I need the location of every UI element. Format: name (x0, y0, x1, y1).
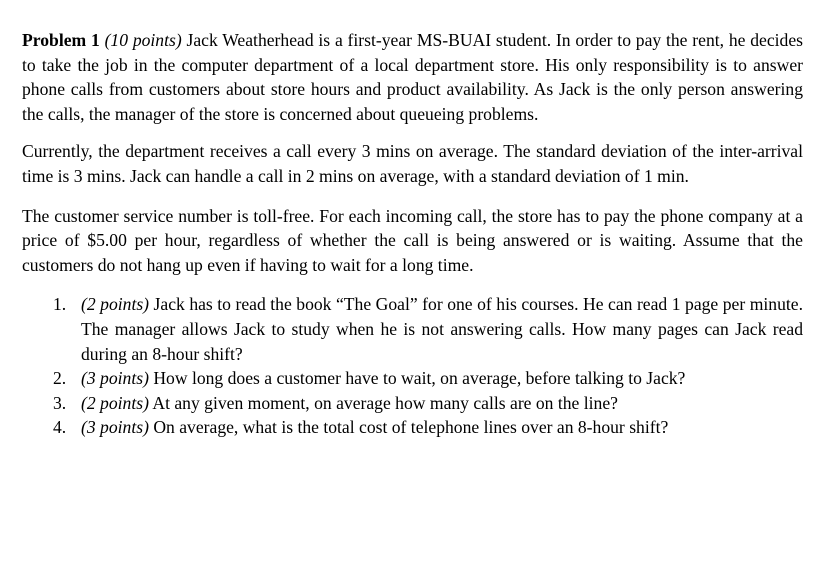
question-points: (3 points) (81, 368, 149, 389)
arrival-service-paragraph: Currently, the department receives a call every 3 mins on average. The standard deviation of the inter-arrival time is 3 mins. Jack can handle a call in 2 mins on average, with a standard deviation of 1 min. (22, 141, 803, 186)
problem-intro-text: Jack Weatherhead is a first-year MS-BUAI student. In order to pay the rent, he decides to take the job in the computer department of a local department store. His only responsibility is to answer phone calls from customers about store hours and product availability. As Jack is the only person answering the calls, the manager of the store is concerned about queueing problems. (22, 30, 803, 124)
question-text: At any given moment, on average how many calls are on the line? (148, 392, 618, 413)
question-text: On average, what is the total cost of telephone lines over an 8-hour shift? (148, 417, 669, 438)
question-item (22, 391, 803, 416)
question-points: (2 points) (81, 294, 150, 315)
question-number: 4. (53, 417, 67, 438)
document-page (22, 28, 803, 440)
question-number: 1. (53, 294, 67, 315)
question-points: (3 points) (81, 417, 149, 438)
question-item (22, 366, 803, 391)
problem-intro-paragraph (22, 28, 803, 126)
question-item (22, 415, 803, 440)
cost-assumption-paragraph: The customer service number is toll-free. For each incoming call, the store has to pay the phone company at a price of $5.00 per hour, regardless of whether the call is being answered or is waiting. Assume that the customers do not hang up even if having to wait for a long time. (22, 205, 803, 275)
question-points: (2 points) (81, 392, 149, 413)
question-item (22, 292, 803, 366)
question-number: 3. (53, 392, 67, 413)
question-list (22, 292, 803, 440)
problem-label: Problem 1 (22, 30, 100, 50)
question-text: Jack has to read the book “The Goal” for one of his courses. He can read 1 page per minute. The manager allows Jack to study when he is not answering calls. How many pages can Jack read during an 8-hour shift? (81, 294, 803, 364)
problem-points: (10 points) (104, 30, 182, 50)
question-number: 2. (53, 368, 67, 389)
question-text: How long does a customer have to wait, on average, before talking to Jack? (148, 368, 686, 389)
